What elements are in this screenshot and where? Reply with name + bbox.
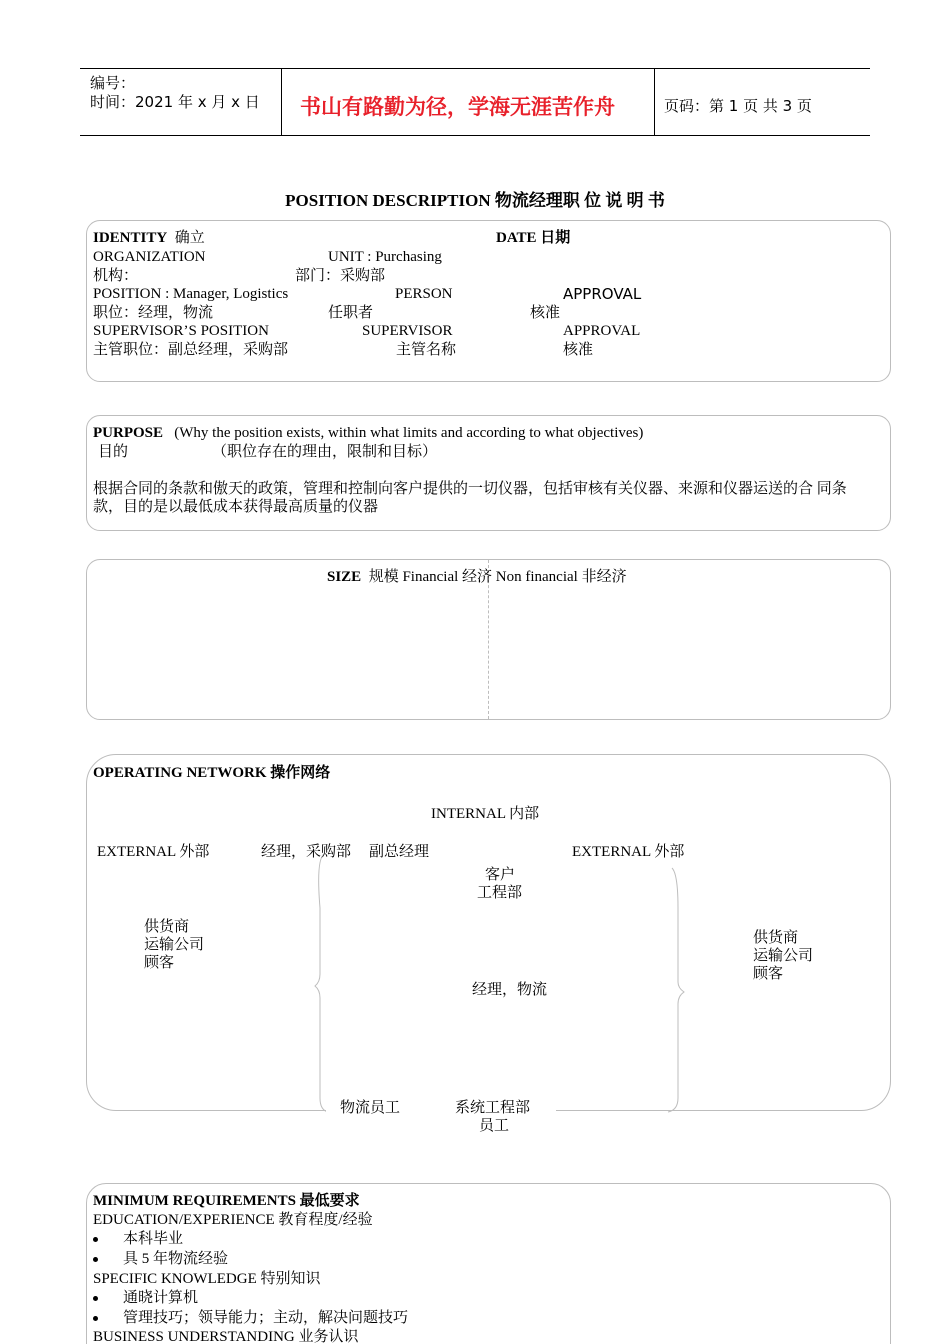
approval-label: APPROVAL: [563, 285, 642, 303]
document-time: 时间：2021 年 x 月 x 日: [90, 93, 260, 111]
requirements-heading: MINIMUM REQUIREMENTS 最低要求: [93, 1193, 360, 1209]
size-heading: SIZE 规模 Financial 经济 Non financial 非经济: [327, 569, 627, 585]
bullet-icon: [93, 1316, 98, 1321]
purpose-heading: PURPOSE (Why the position exists, within what limits and according to what objectives): [93, 425, 644, 441]
external-left-label: EXTERNAL 外部: [97, 844, 210, 860]
approval-label-cn: 核准: [563, 342, 594, 358]
logistics-manager: 经理，物流: [472, 982, 548, 998]
header-divider: [654, 69, 655, 135]
right-list-item: 顾客: [753, 966, 784, 982]
engineering-label: 工程部: [477, 885, 523, 901]
organization-label: ORGANIZATION: [93, 249, 206, 265]
left-list-item: 运输公司: [144, 937, 205, 953]
systems-engineering: 系统工程部: [455, 1100, 531, 1116]
education-label: EDUCATION/EXPERIENCE 教育程度/经验: [93, 1212, 373, 1228]
unit-label: UNIT : Purchasing: [328, 249, 442, 265]
position-label-cn: 职位：经理，物流: [93, 305, 214, 321]
business-label: BUSINESS UNDERSTANDING 业务认识: [93, 1329, 359, 1344]
purpose-body: 款，目的是以最低成本获得最高质量的仪器: [93, 499, 379, 515]
knowledge-label: SPECIFIC KNOWLEDGE 特别知识: [93, 1271, 321, 1287]
supervisor-position-label-cn: 主管职位：副总经理，采购部: [93, 342, 289, 358]
approval-label: APPROVAL: [563, 323, 641, 339]
education-item: 本科毕业: [93, 1230, 183, 1248]
bullet-icon: [93, 1296, 98, 1301]
position-label: POSITION : Manager, Logistics: [93, 286, 289, 302]
bullet-icon: [93, 1257, 98, 1262]
logistics-staff: 物流员工: [340, 1100, 401, 1116]
supervisor-position-label: SUPERVISOR’S POSITION: [93, 323, 269, 339]
page-counter: 页码：第 1 页 共 3 页: [664, 97, 812, 115]
bullet-icon: [93, 1237, 98, 1242]
header-divider: [281, 69, 282, 135]
left-list-item: 顾客: [144, 955, 175, 971]
systems-engineering-staff: 员工: [479, 1118, 510, 1134]
education-item: 具 5 年物流经验: [93, 1250, 228, 1268]
identity-heading: IDENTITY 确立: [93, 230, 205, 246]
document-number: 编号：: [90, 74, 136, 92]
unit-label-cn: 部门：采购部: [295, 268, 386, 284]
left-list-item: 供货商: [144, 919, 190, 935]
vice-president: 副总经理: [369, 844, 430, 860]
supervisor-label-cn: 主管名称: [396, 342, 457, 358]
right-list-item: 供货商: [753, 930, 799, 946]
person-label-cn: 任职者: [328, 305, 374, 321]
person-label: PERSON: [395, 286, 453, 302]
knowledge-item: 通晓计算机: [93, 1289, 198, 1307]
approval-label-cn: 核准: [530, 305, 561, 321]
right-list-item: 运输公司: [753, 948, 814, 964]
manager-purchasing: 经理，采购部: [261, 844, 352, 860]
purpose-heading-cn: 目的: [98, 444, 129, 460]
organization-label-cn: 机构：: [93, 268, 139, 284]
network-heading: OPERATING NETWORK 操作网络: [93, 765, 331, 781]
knowledge-item: 管理技巧；领导能力；主动，解决问题技巧: [93, 1309, 408, 1327]
internal-label: INTERNAL 内部: [431, 806, 540, 822]
page-title: POSITION DESCRIPTION 物流经理职 位 说 明 书: [285, 191, 665, 210]
header-motto: 书山有路勤为径，学海无涯苦作舟: [300, 95, 615, 119]
external-right-label: EXTERNAL 外部: [572, 844, 685, 860]
customer-label: 客户: [485, 867, 516, 883]
purpose-desc-cn: （职位存在的理由，限制和目标）: [212, 444, 438, 460]
date-label: DATE 日期: [496, 230, 571, 246]
purpose-body: 根据合同的条款和傲天的政策，管理和控制向客户提供的一切仪器，包括审核有关仪器、来源和仪器运送的合 同条: [93, 481, 847, 497]
supervisor-label: SUPERVISOR: [362, 323, 453, 339]
